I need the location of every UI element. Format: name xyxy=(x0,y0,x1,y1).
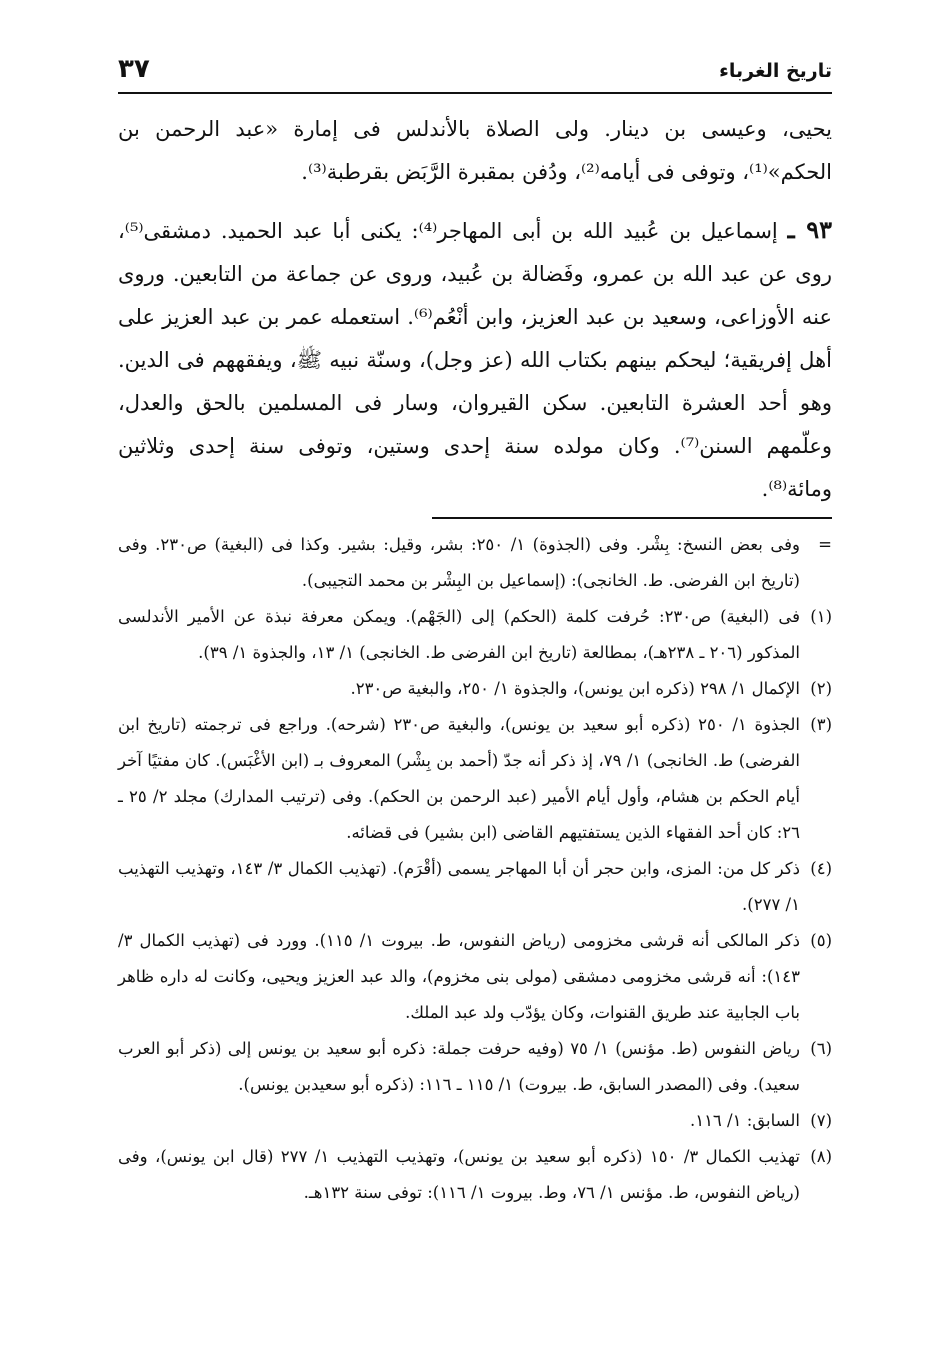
page-header xyxy=(118,56,832,94)
footnote-divider xyxy=(432,517,832,519)
footnote-text: ذكر كل من: المزى، وابن حجر أن أبا المهاجر يسمى (أقْرَم). (تهذيب الكمال ٣/ ١٤٣، وتهذيب التهذيب ١/ ٢٧٧). xyxy=(118,859,800,914)
entry-number: ٩٣ ـ xyxy=(787,215,832,244)
footnote xyxy=(118,1031,832,1103)
footnote-mark: (٧) xyxy=(810,1111,832,1130)
footnote-text: تهذيب الكمال ٣/ ١٥٠ (ذكره أبو سعيد بن يونس)، وتهذيب التهذيب ١/ ٢٧٧ (قال ابن يونس)، وفى (رياض النفوس، ط. مؤنس ١/ ٧٦، وط. بيروت ١/ ١١٦): توفى سنة ١٣٢هـ. xyxy=(118,1147,801,1202)
entry-text: إسماعيل بن عُبيد الله بن أبى المهاجر⁽⁴⁾: يكنى أبا عبد الحميد. دمشقى⁽⁵⁾، روى عن عبد الله بن عمرو، وفَضالة بن عُبيد، وروى عن جماعة من التابعين. وروى عنه الأوزاعى، وسعيد بن عبد العزيز، وابن أنْعُم⁽⁶⁾. استعمله عمر بن عبد العزيز على أهل إفريقية؛ ليحكم بينهم بكتاب الله (عز وجل)، وسنّة نبيه ﷺ، ويفقههم فى الدين. وهو أحد العشرة التابعين. سكن القيروان، وسار فى المسلمين بالحق والعدل، وعلّمهم السنن⁽⁷⁾. وكان مولده سنة إحدى وستين، وتوفى سنة إحدى وثلاثين ومائة⁽⁸⁾. xyxy=(118,219,833,501)
footnote xyxy=(118,1139,832,1211)
footnote xyxy=(118,527,832,599)
footnote-text: رياض النفوس (ط. مؤنس) ١/ ٧٥ (وفيه حرفت جملة: ذكره أبو سعيد بن يونس إلى (ذكر أبو العرب سعيد). وفى (المصدر السابق، ط. بيروت) ١/ ١١٥ ـ ١١٦: (ذكره أبو سعيدبن يونس). xyxy=(118,1039,800,1094)
footnote-text: الإكمال ١/ ٢٩٨ (ذكره ابن يونس)، والجذوة ١/ ٢٥٠، والبغية ص٢٣٠. xyxy=(350,679,800,698)
footnote-mark: (٦) xyxy=(810,1039,832,1058)
footnote-mark: (٣) xyxy=(810,715,832,734)
footnote-text: السابق: ١/ ١١٦. xyxy=(689,1111,800,1130)
footnote-mark: = xyxy=(818,535,832,554)
running-title: تاريخ الغرباء xyxy=(719,60,832,82)
page-number: ٣٧ xyxy=(118,54,150,84)
footnote-text: فى (البغية) ص٢٣٠: حُرفت كلمة (الحكم) إلى (الجَهْم). ويمكن معرفة نبذة عن الأمير الأندلسى المذكور (٢٠٦ ـ ٢٣٨هـ)، بمطالعة (تاريخ ابن الفرضى ط. الخانجى) ١/ ١٣، والجذوة ١/ ٣٩). xyxy=(118,607,800,662)
footnote xyxy=(118,851,832,923)
biography-entry xyxy=(118,208,832,511)
main-text xyxy=(118,108,832,511)
footnote xyxy=(118,599,832,671)
footnotes xyxy=(118,527,832,1211)
footnote-mark: (٢) xyxy=(810,679,832,698)
footnote xyxy=(118,671,832,707)
footnote-mark: (١) xyxy=(810,607,832,626)
footnote-mark: (٤) xyxy=(810,859,832,878)
paragraph: يحيى، وعيسى بن دينار. ولى الصلاة بالأندلس فى إمارة «عبد الرحمن بن الحكم»⁽¹⁾، وتوفى فى أيامه⁽²⁾، ودُفن بمقبرة الرَّبَض بقرطبة⁽³⁾. xyxy=(118,117,832,184)
footnote xyxy=(118,1103,832,1139)
footnote-text: وفى بعض النسخ: بِشْر. وفى (الجذوة) ١/ ٢٥٠: بشر، وقيل: بشير. وكذا فى (البغية) ص٢٣٠. وفى (تاريخ ابن الفرضى. ط. الخانجى): (إسماعيل بن البِشْر بن محمد التجيبى). xyxy=(118,535,800,590)
footnote-mark: (٥) xyxy=(810,931,832,950)
footnote-mark: (٨) xyxy=(810,1147,832,1166)
footnote xyxy=(118,707,832,851)
footnote-text: الجذوة ١/ ٢٥٠ (ذكره أبو سعيد بن يونس)، والبغية ص٢٣٠ (شرحه). وراجع فى ترجمته (تاريخ ابن الفرضى) ط. الخانجى) ١/ ٧٩، إذ ذكر أنه جدّ (أحمد بن بِشْر) المعروف بـ (ابن الأغْبَس). كان مفتيًا آخر أيام الحكم بن هشام، وأول أيام الأمير (عبد الرحمن بن الحكم). وفى (ترتيب المدارك) مجلد ٢/ ٢٥ ـ ٢٦: كان أحد الفقهاء الذين يستفتيهم القاضى (ابن بشير) فى قضائه. xyxy=(118,715,800,842)
footnote xyxy=(118,923,832,1031)
footnote-text: ذكر المالكى أنه قرشى مخزومى (رياض النفوس، ط. بيروت ١/ ١١٥). وورد فى (تهذيب الكمال ٣/ ١٤٣): أنه قرشى مخزومى دمشقى (مولى بنى مخزوم)، والد عبد العزيز ويحيى، وكانت له داره ظاهر باب الجابية عند طريق القنوات، وكان يؤدّب ولد عبد الملك. xyxy=(118,931,800,1022)
